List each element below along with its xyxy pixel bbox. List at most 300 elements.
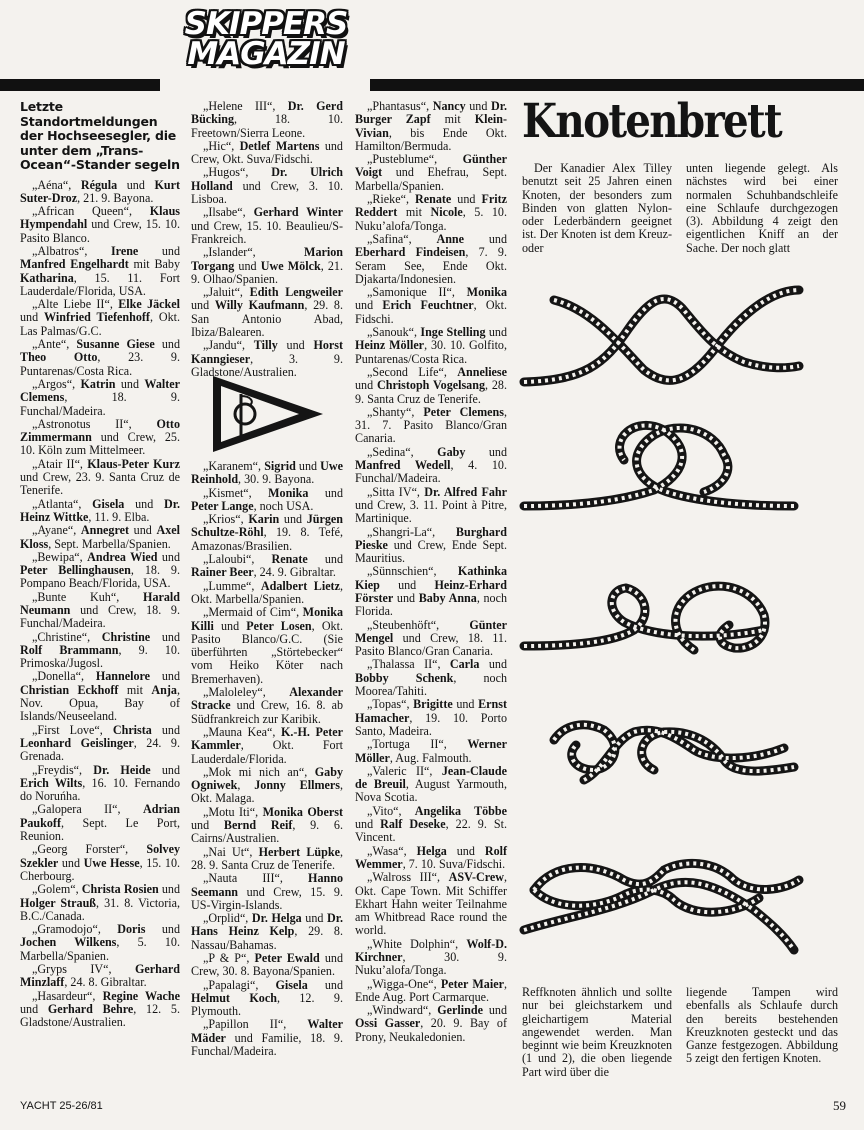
standort-entry bbox=[355, 233, 507, 286]
standort-entry bbox=[20, 803, 180, 843]
entry-name: Sigrid bbox=[264, 459, 296, 473]
entry-text: „Topas“, bbox=[367, 697, 414, 712]
entry-name: Carla bbox=[449, 657, 480, 672]
entry-text: „Hic“, bbox=[203, 138, 240, 153]
entry-name: Burghard Pieske bbox=[355, 524, 507, 552]
entry-text: , noch USA. bbox=[253, 498, 314, 513]
entry-text: und bbox=[485, 325, 507, 340]
entry-text: und Crew, 25. 10. Köln zum Mittelmeer. bbox=[20, 430, 180, 458]
entry-text: „Hasardeur“, bbox=[32, 988, 103, 1003]
entry-text: und bbox=[151, 722, 180, 737]
entry-name: Heinz-Erhard Förster bbox=[355, 577, 507, 605]
entry-text: und Crew, 3. 11. Point à Pitre, Martinique. bbox=[355, 497, 507, 526]
entry-text: und bbox=[464, 231, 507, 246]
entry-name: Christa Rosien bbox=[81, 882, 159, 897]
entry-name: Helmut Koch bbox=[191, 990, 277, 1005]
entry-text: und bbox=[355, 817, 381, 832]
standort-entry bbox=[20, 963, 180, 990]
entry-name: Erich Feuchtner bbox=[382, 298, 474, 313]
entry-text: „Orplid“, bbox=[203, 911, 252, 926]
entry-name: ASV-Crew bbox=[448, 870, 504, 885]
entry-text: und bbox=[117, 177, 155, 192]
entry-text: „Shanty“, bbox=[367, 404, 424, 419]
entry-text: , 16. 10. Fernando do Noruńha. bbox=[20, 775, 180, 804]
standort-entry bbox=[20, 418, 180, 458]
knot-intro-text-2: unten liegende gelegt. Als nächstes wird bei einer normalen Schuhbandschleife eine Schlaufe durchgezogen (3). Abbildung 4 zeigt den eigentlichen Kniff an der Sache. Der noch glatt bbox=[686, 161, 838, 255]
entry-text: „White Dolphin“, bbox=[367, 936, 467, 951]
entry-name: Dr. Alfred Fahr bbox=[424, 484, 507, 499]
entry-text: und bbox=[465, 99, 491, 113]
entry-text: „Vito“, bbox=[367, 803, 415, 818]
entry-name: Dr. Gerd Bücking bbox=[191, 99, 344, 127]
entry-text: „Second Life“, bbox=[367, 364, 458, 379]
entry-text: , 12. 9. Plymouth. bbox=[191, 990, 343, 1019]
entry-name: Nancy bbox=[432, 99, 466, 113]
standort-entry bbox=[20, 883, 180, 923]
header-rule-left bbox=[0, 79, 160, 91]
entry-name: Jochen Wilkens bbox=[20, 935, 117, 950]
entry-text: und Crew, Okt. Suva/Fidschi. bbox=[191, 138, 343, 167]
entry-text: , 30. 10. Golfito, Puntarenas/Costa Rica. bbox=[355, 338, 507, 366]
entry-name: Peter Losen bbox=[246, 618, 312, 633]
column-3 bbox=[355, 100, 507, 1044]
entry-text: „Ilsabe“, bbox=[203, 205, 254, 220]
standort-entry bbox=[191, 1018, 343, 1058]
entry-text: „Valeric II“, bbox=[367, 763, 442, 778]
entry-text: , bbox=[237, 778, 255, 793]
entry-name: Annegret bbox=[80, 523, 130, 538]
knot-step-5 bbox=[524, 863, 799, 950]
entry-name: Heinz Möller bbox=[355, 338, 425, 353]
entry-text: „Gryps IV“, bbox=[32, 962, 135, 977]
entry-text: , 7. 9. Seram See, Ende Okt. Djakarta/Indonesien. bbox=[355, 245, 507, 286]
entry-text: „First Love“, bbox=[32, 722, 113, 737]
standort-entry bbox=[355, 153, 507, 193]
entry-text: und bbox=[452, 697, 479, 712]
entry-name: Gaby Ogniwek bbox=[191, 764, 343, 793]
entry-name: Winfried Tiefenhoff bbox=[44, 310, 150, 325]
standort-entry bbox=[191, 206, 343, 246]
standort-entry bbox=[355, 845, 507, 872]
entry-text: und Crew, 30. 8. Bayona/Spanien. bbox=[191, 950, 343, 979]
entry-text: und Crew, Ende Sept. Mauritius. bbox=[355, 537, 507, 566]
entry-text: „Bewipa“, bbox=[32, 549, 88, 564]
standort-entry bbox=[355, 978, 507, 1005]
entry-name: Gaby bbox=[437, 444, 466, 459]
entry-name: Anja bbox=[151, 682, 177, 697]
column-2-top-entries bbox=[191, 100, 343, 379]
entry-text: , 21. 9. Olhao/Spanien. bbox=[191, 258, 344, 286]
entry-text: und Crew, 3. 10. Lisboa. bbox=[191, 178, 343, 207]
entry-text: „Atlanta“, bbox=[32, 496, 93, 511]
entry-text: , 24. 9. Grenada. bbox=[20, 735, 181, 764]
entry-text: „Mok mi nich an“, bbox=[203, 764, 315, 779]
entry-text: und bbox=[393, 590, 419, 605]
entry-name: Gerlinde bbox=[437, 1003, 483, 1018]
entry-text: und bbox=[355, 298, 383, 313]
entry-text: und bbox=[465, 444, 507, 459]
entry-text: , 9. 6. Cairns/Australien. bbox=[191, 818, 343, 846]
standort-entry bbox=[20, 551, 180, 591]
entry-text: und bbox=[482, 1003, 507, 1018]
entry-name: Jürgen Schultze-Röhl bbox=[191, 512, 343, 540]
entry-text: „Georg Forster“, bbox=[32, 842, 147, 857]
entry-text: , Okt. Malaga. bbox=[191, 778, 343, 806]
knot-outro-col-2 bbox=[686, 986, 838, 1066]
entry-text: „Freydis“, bbox=[32, 762, 94, 777]
standort-entry bbox=[355, 738, 507, 765]
entry-name: Eberhard Findeisen bbox=[355, 245, 466, 260]
entry-text: und bbox=[150, 629, 180, 644]
entry-name: Gisela bbox=[275, 977, 308, 992]
entry-text: „Astronotus II“, bbox=[32, 416, 157, 431]
standort-entry bbox=[355, 698, 507, 738]
entry-text: „Ayane“, bbox=[32, 523, 81, 538]
standort-entry bbox=[355, 193, 507, 233]
entry-text: , noch Florida. bbox=[355, 590, 508, 619]
entry-text: , Sept. Marbella/Spanien. bbox=[48, 536, 171, 551]
standort-entry bbox=[20, 245, 180, 298]
entry-text: und bbox=[451, 192, 482, 207]
standort-entry bbox=[191, 460, 343, 487]
entry-name: Theo Otto bbox=[20, 350, 98, 365]
entry-name: Regine Wache bbox=[102, 988, 180, 1003]
entry-text: „Samonique II“, bbox=[367, 285, 467, 300]
entry-name: Susanne Giese bbox=[76, 337, 155, 352]
entry-text: und bbox=[355, 378, 377, 393]
standort-entry bbox=[191, 513, 343, 553]
standort-entry bbox=[355, 526, 507, 566]
entry-name: Anneliese bbox=[457, 364, 507, 379]
knot-step-2 bbox=[524, 425, 794, 506]
entry-name: Dr. Ulrich Holland bbox=[191, 165, 343, 193]
entry-text: mit bbox=[397, 205, 431, 220]
entry-name: Günter Mengel bbox=[355, 617, 507, 645]
entry-text: und bbox=[301, 911, 327, 926]
entry-text: „Jaluit“, bbox=[203, 285, 250, 300]
standort-entry bbox=[191, 140, 343, 167]
entry-name: Uwe Mölck bbox=[260, 258, 321, 273]
entry-name: Rolf Wemmer bbox=[355, 843, 508, 871]
entry-text: , Sept. Le Port, Reunion. bbox=[20, 815, 180, 844]
entry-name: Katrin bbox=[80, 376, 116, 391]
entry-name: Peter Lange bbox=[191, 498, 254, 513]
entry-name: Rainer Beer bbox=[191, 565, 254, 580]
entry-text: „Rieke“, bbox=[367, 192, 415, 207]
entry-text: „Walross III“, bbox=[367, 870, 449, 885]
entry-text: und bbox=[158, 882, 180, 897]
entry-text: , 5. 10. Nuku’alofa/Tonga. bbox=[355, 205, 507, 233]
logo-line-1: SKIPPERS bbox=[184, 6, 348, 42]
entry-name: Christoph Vogelsang bbox=[376, 378, 485, 393]
entry-text: mit bbox=[430, 112, 475, 127]
standort-entry bbox=[20, 205, 180, 245]
standort-entry bbox=[20, 298, 180, 338]
entry-name: Horst Kanngieser bbox=[191, 338, 344, 366]
entry-text: „Argos“, bbox=[32, 376, 81, 391]
entry-name: Elke Jäckel bbox=[118, 297, 180, 312]
entry-text: , 28. 9. Santa Cruz de Tenerife. bbox=[191, 844, 343, 872]
standort-entry bbox=[191, 580, 343, 607]
standort-entry bbox=[191, 686, 343, 726]
entry-text: , Okt. Marbella/Spanien. bbox=[191, 578, 343, 606]
entry-name: Nicole bbox=[430, 205, 463, 220]
entry-name: Monika bbox=[268, 485, 309, 500]
entry-text: und Crew, 23. 9. Santa Cruz de Tenerife. bbox=[20, 470, 180, 498]
entry-text: , 20. 9. Bay of Prony, Neukaledonien. bbox=[355, 1016, 507, 1044]
entry-text: , 19. 8. Tefé, Amazonas/Brasilien. bbox=[191, 525, 343, 553]
entry-text: und bbox=[295, 459, 321, 473]
entry-name: Angelika Többe bbox=[414, 803, 508, 818]
entry-text: „Papalagi“, bbox=[203, 977, 276, 992]
entry-name: Régula bbox=[80, 177, 118, 192]
standort-entry bbox=[191, 912, 343, 952]
entry-text: , Okt. Las Palmas/G.C. bbox=[20, 310, 181, 338]
entry-text: „Sedina“, bbox=[367, 444, 438, 459]
entry-text: und bbox=[191, 298, 215, 313]
entry-text: und bbox=[277, 338, 314, 353]
entry-name: Manfred Engelhardt bbox=[20, 257, 129, 272]
page-number: 59 bbox=[833, 1098, 846, 1113]
entry-name: Katharina bbox=[20, 270, 74, 285]
entry-text: „Christine“, bbox=[32, 629, 102, 644]
standort-entry bbox=[20, 458, 180, 498]
entry-name: Walter Mäder bbox=[191, 1017, 343, 1045]
entry-name: Doris bbox=[117, 922, 146, 937]
standort-entry bbox=[20, 670, 180, 723]
standort-entry bbox=[191, 100, 343, 140]
standort-entry bbox=[191, 952, 343, 979]
entry-text: , Ende Aug. Port Carmarque. bbox=[355, 976, 507, 1004]
entry-name: Marion Torgang bbox=[191, 245, 343, 273]
entry-name: Dr. Heinz Wittke bbox=[20, 496, 180, 524]
standort-entry bbox=[20, 179, 180, 206]
entry-text: und Familie, 18. 9. Funchal/Madeira. bbox=[191, 1030, 343, 1059]
entry-name: Solvey Szekler bbox=[20, 842, 180, 870]
entry-name: Karin bbox=[248, 512, 280, 527]
entry-text: „Karanem“, bbox=[203, 459, 265, 473]
entry-name: Inge Stelling bbox=[420, 325, 486, 340]
entry-name: Otto Zimmermann bbox=[20, 416, 180, 445]
entry-text: „Wasa“, bbox=[367, 843, 417, 858]
entry-text: „Laloubi“, bbox=[203, 552, 272, 567]
entry-text: und bbox=[150, 669, 180, 684]
standort-entry bbox=[355, 1004, 507, 1044]
entry-text: , August Yarmouth, Nova Scotia. bbox=[355, 777, 507, 805]
entry-text: , 29. 8. Nassau/Bahamas. bbox=[191, 924, 343, 952]
entry-text: „Galopera II“, bbox=[32, 802, 144, 817]
entry-name: Kurt Suter-Droz bbox=[20, 177, 180, 205]
standort-entry bbox=[191, 246, 343, 286]
entry-name: Herbert Lüpke bbox=[258, 844, 340, 859]
entry-name: Adrian Paukoff bbox=[20, 802, 180, 830]
entry-text: und bbox=[115, 376, 145, 391]
entry-name: Renate bbox=[271, 552, 308, 567]
entry-text: „Kismet“, bbox=[203, 485, 269, 500]
entry-text: , 30. 9. Bayona. bbox=[238, 472, 315, 487]
entry-text: „Aéna“, bbox=[32, 177, 81, 192]
entry-name: Ossi Gasser bbox=[355, 1016, 421, 1031]
standort-entry bbox=[20, 923, 180, 963]
entry-name: Dr. Helga bbox=[251, 911, 302, 926]
standort-entry bbox=[191, 487, 343, 514]
entry-text: „Gramodojo“, bbox=[32, 922, 118, 937]
entry-text: und bbox=[154, 337, 181, 352]
entry-text: , 24. 8. Gibraltar. bbox=[64, 975, 147, 990]
entry-name: Peter Maier bbox=[440, 976, 504, 991]
entry-text: und bbox=[479, 657, 507, 672]
entry-text: und bbox=[213, 618, 247, 633]
entry-text: und bbox=[124, 496, 164, 511]
knot-intro-col-1 bbox=[522, 162, 672, 255]
entry-text: „Pusteblume“, bbox=[367, 152, 463, 167]
entry-text: und bbox=[58, 855, 84, 870]
entry-text: „Helene III“, bbox=[203, 99, 288, 113]
column-3-entries bbox=[355, 100, 507, 1044]
entry-text: , 15. 11. Fort Lauderdale/Florida, USA. bbox=[20, 270, 180, 298]
standort-entry bbox=[355, 406, 507, 446]
standort-entry bbox=[355, 805, 507, 845]
entry-text: und Crew, 15. 10. Beaulieu/S-Frankreich. bbox=[191, 218, 343, 246]
standort-entry bbox=[355, 938, 507, 978]
standort-entry bbox=[191, 766, 343, 806]
entry-text: und bbox=[308, 485, 343, 500]
knot-outro-col-1 bbox=[522, 986, 672, 1079]
entry-text: und bbox=[307, 552, 343, 567]
knot-outro-text-1: Reffknoten ähnlich und sollte nur bei gleichstarkem und gleichartigem Material angewendet werden. Man beginnt wie beim Kreuzknoten (1 und 2), die oben liegende Part wird über die bbox=[522, 985, 672, 1079]
entry-text: und bbox=[279, 512, 307, 527]
standort-entry bbox=[20, 524, 180, 551]
entry-text: , 28. 9. Santa Cruz de Tenerife. bbox=[355, 378, 507, 406]
entry-text: „Golem“, bbox=[32, 882, 82, 897]
entry-name: Jean-Claude de Breuil bbox=[355, 763, 507, 792]
entry-text: und bbox=[307, 977, 343, 992]
entry-text: und bbox=[446, 843, 485, 858]
entry-text: „Bunte Kuh“, bbox=[32, 589, 144, 604]
entry-name: Willy Kaufmann bbox=[214, 298, 305, 313]
standort-entry bbox=[355, 765, 507, 805]
entry-name: Manfred Wedell bbox=[355, 458, 451, 473]
entry-name: Holger Strauß bbox=[20, 895, 97, 910]
entry-text: , 31. 7. Pasito Blanco/Gran Canaria. bbox=[355, 404, 507, 446]
article-title: Knotenbrett bbox=[522, 94, 781, 149]
standort-entry bbox=[191, 846, 343, 873]
knot-intro-text-1: Der Kanadier Alex Tilley benutzt seit 25 Jahren einen Knoten, der besonders zum Binden von glatten Nylon- oder Lederbändern geeignet ist. Der Knoten ist dem Kreuz- oder bbox=[522, 161, 672, 255]
entry-text: „Hugos“, bbox=[203, 165, 272, 180]
entry-name: Dr. Burger Zapf bbox=[355, 99, 507, 127]
entry-text: „Ante“, bbox=[32, 337, 77, 352]
entry-name: Gerhard Behre bbox=[47, 1001, 134, 1016]
standort-entry bbox=[191, 553, 343, 580]
entry-name: Bernd Reif bbox=[223, 818, 293, 833]
standort-entry bbox=[191, 606, 343, 686]
entry-text: , 18. 9. Funchal/Madeira. bbox=[20, 390, 180, 418]
entry-name: Helga bbox=[416, 843, 447, 858]
knot-intro-col-2 bbox=[686, 162, 838, 255]
standort-entry bbox=[355, 619, 507, 659]
standort-entry bbox=[20, 338, 180, 378]
entry-text: , 3. 9. Gladstone/Australien. bbox=[191, 351, 343, 379]
entry-text: mit bbox=[118, 682, 152, 697]
standort-entry bbox=[355, 486, 507, 526]
entry-text: , Aug. Falmouth. bbox=[389, 750, 472, 765]
entry-text: , 21. 9. Bayona. bbox=[77, 190, 154, 205]
entry-name: Uwe Hesse bbox=[83, 855, 140, 870]
entry-text: , 12. 5. Gladstone/Australien. bbox=[20, 1001, 180, 1030]
entry-text: , 9. 10. Primoska/Jugosl. bbox=[20, 642, 180, 671]
entry-text: , 22. 9. St. Vincent. bbox=[355, 817, 507, 845]
entry-text: „Papillon II“, bbox=[203, 1017, 308, 1032]
entry-text: „Phantasus“, bbox=[367, 99, 433, 113]
entry-name: Klaus-Peter Kurz bbox=[87, 456, 181, 471]
standort-entry bbox=[355, 658, 507, 698]
entry-name: Hanno Seemann bbox=[191, 871, 343, 899]
entry-text: , Okt. Fort Lauderdale/Florida. bbox=[191, 738, 343, 766]
entry-text: , 31. 8. Victoria, B.C./Canada. bbox=[20, 895, 181, 923]
entry-text: , 5. 10. Marbella/Spanien. bbox=[20, 935, 180, 963]
entry-name: Dr. Hans Heinz Kelp bbox=[191, 911, 343, 939]
entry-text: und bbox=[20, 1001, 48, 1016]
entry-name: Christa bbox=[112, 722, 152, 737]
entry-name: Uwe Reinhold bbox=[191, 459, 344, 487]
entry-text: „Islander“, bbox=[203, 245, 305, 260]
logo-line-2: MAGAZIN bbox=[187, 36, 345, 72]
entry-name: Anne bbox=[436, 231, 465, 246]
entry-name: Walter Clemens bbox=[20, 376, 180, 405]
entry-name: Monika Killi bbox=[191, 605, 343, 633]
entry-text: „Jandu“, bbox=[203, 338, 254, 353]
column-1-entries bbox=[20, 179, 180, 1030]
entry-text: , 24. 9. Gibraltar. bbox=[253, 565, 336, 580]
standort-entry bbox=[355, 100, 507, 153]
entry-name: Dr. Heide bbox=[93, 762, 151, 777]
article-heading: Letzte Standortmeldungen der Hochseesegler, die unter dem „Trans-Ocean“-Stander segeln bbox=[20, 99, 180, 172]
entry-text: „Donella“, bbox=[32, 669, 96, 684]
entry-name: Klein-Vivian bbox=[355, 112, 507, 140]
entry-name: Harald Neumann bbox=[20, 589, 180, 617]
standort-entry bbox=[20, 724, 180, 764]
standort-entry bbox=[191, 286, 343, 339]
entry-name: Monika Oberst bbox=[262, 804, 343, 819]
entry-name: Irene bbox=[110, 243, 139, 258]
standort-entry bbox=[20, 378, 180, 418]
entry-name: Ralf Deseke bbox=[380, 817, 446, 832]
trans-ocean-pennant-logo bbox=[211, 372, 327, 456]
entry-text: und Crew, 18. 9. Funchal/Madeira. bbox=[20, 603, 180, 631]
entry-text: „Sünnschien“, bbox=[367, 564, 458, 579]
entry-name: Wolf-D. Kirchner bbox=[355, 936, 507, 964]
entry-text: und Crew, 18. 11. Pasito Blanco/Gran Canaria. bbox=[355, 630, 507, 659]
entry-text: und bbox=[20, 310, 44, 325]
entry-text: „Nauta III“, bbox=[203, 871, 309, 886]
entry-text: „Krios“, bbox=[203, 512, 249, 527]
entry-text: „Sanouk“, bbox=[367, 325, 421, 340]
entry-name: Monika bbox=[466, 285, 507, 300]
entry-name: Werner Möller bbox=[355, 737, 507, 765]
entry-text: „Sitta IV“, bbox=[367, 484, 425, 499]
entry-name: K.-H. Peter Kammler bbox=[191, 724, 343, 753]
entry-text: „Steubenhöft“, bbox=[367, 617, 470, 632]
entry-name: Detlef Martens bbox=[239, 138, 320, 153]
entry-text: „Maloleley“, bbox=[203, 685, 290, 700]
entry-text: , Okt. Pasito Blanco/G.C. (Sie überführten „Störtebecker“ vom Heiko Köter nach Bremerhaven). bbox=[191, 618, 343, 686]
entry-text: , 30. 9. Nuku’alofa/Tonga. bbox=[355, 950, 507, 978]
entry-text: „Shangri-La“, bbox=[367, 524, 456, 539]
entry-name: Christine bbox=[101, 629, 151, 644]
entry-text: „Motu Iti“, bbox=[203, 804, 263, 819]
standort-entry bbox=[355, 446, 507, 486]
entry-name: Edith Lengweiler bbox=[249, 285, 343, 300]
